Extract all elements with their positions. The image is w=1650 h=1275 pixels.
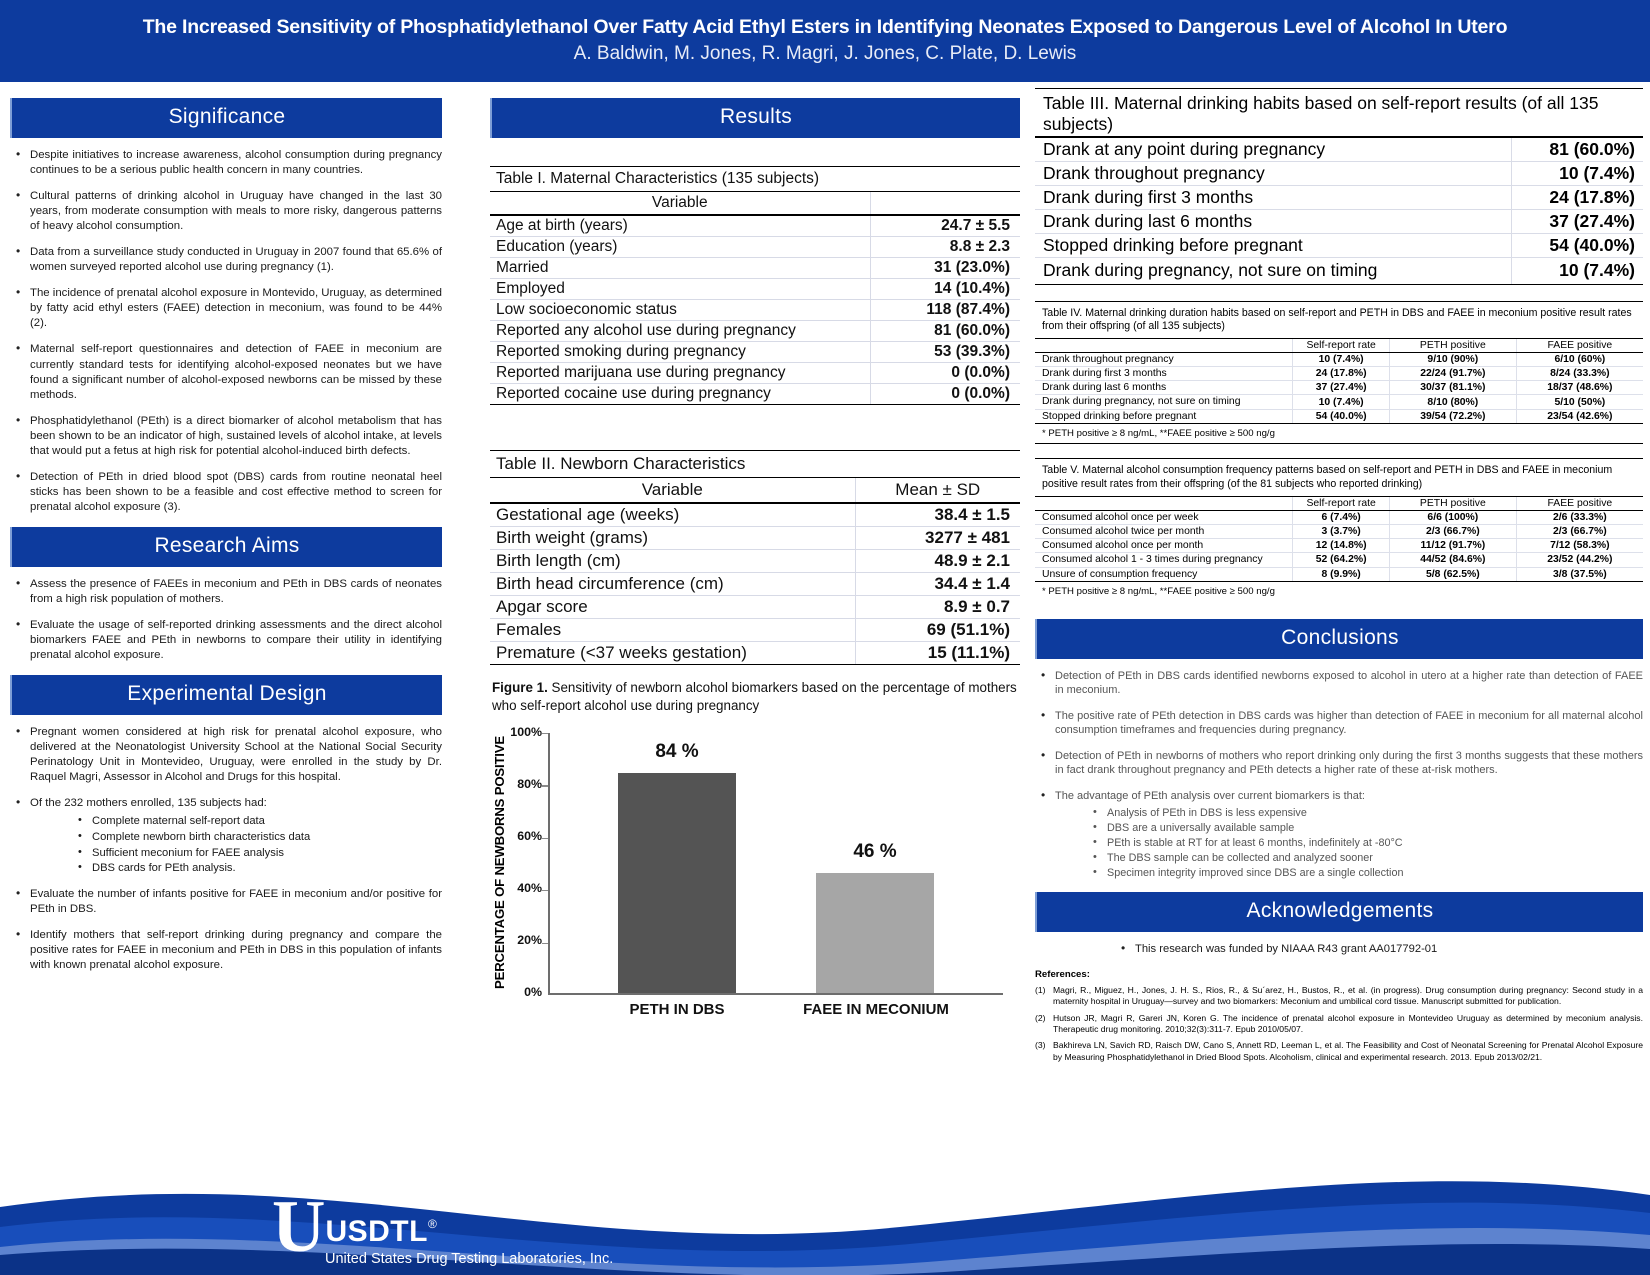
poster-footer (0, 1165, 1650, 1275)
sub-list (30, 814, 442, 875)
table-row (490, 300, 1020, 321)
sub-list (1055, 806, 1643, 880)
table-row (1035, 258, 1643, 284)
y-axis-line (548, 733, 550, 995)
table-caption: Table IV. Maternal drinking duration habits based on self-report and PETH in DBS and FAEE in meconium positive result rates from their offspring (of all 135 subjects) (1035, 301, 1643, 339)
cell: 52 (64.2%) (1293, 552, 1390, 567)
row-label: Reported any alcohol use during pregnancy (490, 321, 870, 342)
reference-item (1035, 985, 1643, 1008)
table-caption: Table II. Newborn Characteristics (490, 451, 1020, 478)
chart-y-axis-label (490, 729, 508, 997)
acknowledgements-list (1035, 942, 1643, 957)
table-row (490, 342, 1020, 363)
row-value: 48.9 ± 2.1 (855, 550, 1020, 573)
cell: 23/54 (42.6%) (1516, 410, 1643, 424)
cell: 30/37 (81.1%) (1389, 381, 1516, 395)
list-item: • This research was funded by NIAAA R43 grant AA017792-01 (1115, 942, 1643, 957)
bar-value-label: 84 % (655, 741, 699, 763)
table-row (490, 503, 1020, 527)
figure-1-chart (490, 724, 1010, 1029)
reference-text: Bakhireva LN, Savich RD, Raisch DW, Cano S, Annett RD, Leeman L, et al. The Feasibility and Cost of Neonatal Screening for Prenatal Alcohol Exposure by Measuring Phosphatidylethanol in Dried Blood Spots. Alcoholism, clinical and experimental research. 2013. Epub 2013/02/21. (1053, 1040, 1643, 1062)
row-label: Drank during last 6 months (1035, 381, 1293, 395)
row-value: 38.4 ± 1.5 (855, 503, 1020, 527)
row-label: Drank during first 3 months (1035, 186, 1511, 210)
table-row (1035, 353, 1643, 367)
row-value: 0 (0.0%) (870, 384, 1020, 405)
table-row (490, 527, 1020, 550)
cell: 10 (7.4%) (1293, 395, 1390, 410)
sub-list-item: • DBS are a universally available sample (1093, 821, 1643, 835)
chart-plot-area (510, 724, 1003, 1018)
table-row (1035, 186, 1643, 210)
section-header-acknowledgements: Acknowledgements (1035, 892, 1643, 932)
row-label: Drank at any point during pregnancy (1035, 137, 1511, 162)
y-tick-label: 80% (517, 776, 542, 791)
cell: 18/37 (48.6%) (1516, 381, 1643, 395)
row-label: Premature (<37 weeks gestation) (490, 642, 855, 665)
column-header (1035, 496, 1293, 510)
cell: 5/10 (50%) (1516, 395, 1643, 410)
table-row (1035, 567, 1643, 581)
row-label: Low socioeconomic status (490, 300, 870, 321)
row-label: Consumed alcohol twice per month (1035, 524, 1293, 538)
list-item: • Maternal self-report questionnaires and detection of FAEE in meconium are currently standard tests for identifying alcohol-exposed neonates but we have found a significant number of alcohol-exposed newborns can be missed by these methods. (10, 342, 442, 402)
author-list: A. Baldwin, M. Jones, R. Magri, J. Jones, C. Plate, D. Lewis (573, 43, 1077, 65)
list-item: • Detection of PEth in dried blood spot (DBS) cards from routine neonatal heel sticks has been shown to be a feasible and cost effective method to screen for prenatal alcohol exposure (3). (10, 470, 442, 515)
list-item-text: The advantage of PEth analysis over current biomarkers is that: (1055, 789, 1365, 802)
figure-caption (492, 679, 1020, 715)
table-row (490, 321, 1020, 342)
row-label: Employed (490, 279, 870, 300)
cell: 6/10 (60%) (1516, 353, 1643, 367)
column-header: Mean ± SD (855, 478, 1020, 504)
column-header-text: Self-report rate (1306, 340, 1376, 352)
list-item: • Detection of PEth in DBS cards identified newborns exposed to alcohol in utero at a higher rate than detection of FAEE in meconium. (1035, 669, 1643, 698)
list-item (10, 796, 442, 875)
sub-list-item: • Sufficient meconium for FAEE analysis (78, 846, 442, 861)
row-label: Drank during first 3 months (1035, 367, 1293, 381)
table-row (490, 237, 1020, 258)
row-value: 37 (27.4%) (1511, 210, 1643, 234)
table-row (1035, 524, 1643, 538)
row-label: Reported cocaine use during pregnancy (490, 384, 870, 405)
registered-mark-icon: ® (427, 1217, 437, 1231)
right-column (1035, 88, 1643, 1063)
row-label: Reported marijuana use during pregnancy (490, 363, 870, 384)
row-label: Gestational age (weeks) (490, 503, 855, 527)
sub-list-item: • PEth is stable at RT for at least 6 months, indefinitely at -80°C (1093, 836, 1643, 850)
row-label: Females (490, 619, 855, 642)
list-item: • The positive rate of PEth detection in DBS cards was higher than detection of FAEE in meconium for all maternal alcohol consumption timeframes and frequencies during pregnancy. (1035, 709, 1643, 738)
page-title: The Increased Sensitivity of Phosphatidylethanol Over Fatty Acid Ethyl Esters in Identifying Neonates Exposed to Dangerous Level of Alcohol In Utero (142, 15, 1508, 38)
column-header: Variable (490, 192, 870, 216)
row-label: Consumed alcohol once per month (1035, 538, 1293, 552)
row-value: 3277 ± 481 (855, 527, 1020, 550)
row-value: 15 (11.1%) (855, 642, 1020, 665)
row-label: Birth weight (grams) (490, 527, 855, 550)
cell: 10 (7.4%) (1293, 353, 1390, 367)
row-value: 53 (39.3%) (870, 342, 1020, 363)
cell: 54 (40.0%) (1293, 410, 1390, 424)
row-value: 34.4 ± 1.4 (855, 573, 1020, 596)
table-row (1035, 538, 1643, 552)
row-value: 8.8 ± 2.3 (870, 237, 1020, 258)
row-value: 14 (10.4%) (870, 279, 1020, 300)
section-header-significance: Significance (10, 98, 442, 138)
cell: 11/12 (91.7%) (1389, 538, 1516, 552)
row-label: Birth length (cm) (490, 550, 855, 573)
row-label: Stopped drinking before pregnant (1035, 234, 1511, 258)
cell: 3/8 (37.5%) (1516, 567, 1643, 581)
cell: 12 (14.8%) (1293, 538, 1390, 552)
experimental-design-list (10, 725, 442, 973)
table-row (490, 215, 1020, 237)
table-footnote: * PETH positive ≥ 8 ng/mL, **FAEE positive ≥ 500 ng/g (1042, 585, 1275, 597)
reference-number: (3) (1035, 1040, 1046, 1051)
cell: 37 (27.4%) (1293, 381, 1390, 395)
table-newborn-characteristics (490, 450, 1020, 665)
row-label: Apgar score (490, 596, 855, 619)
row-label: Drank throughout pregnancy (1035, 162, 1511, 186)
row-label: Age at birth (years) (490, 215, 870, 237)
cell: 8 (9.9%) (1293, 567, 1390, 581)
table-row (1035, 234, 1643, 258)
research-aims-list (10, 577, 442, 663)
table-caption: Table I. Maternal Characteristics (135 subjects) (490, 167, 1020, 192)
cell: 6/6 (100%) (1389, 510, 1516, 524)
table-row (1035, 210, 1643, 234)
table-row (490, 363, 1020, 384)
row-value: 10 (7.4%) (1511, 258, 1643, 284)
column-header: PETH positive (1389, 339, 1516, 353)
cell: 44/52 (84.6%) (1389, 552, 1516, 567)
row-label: Married (490, 258, 870, 279)
sub-list-item: • Specimen integrity improved since DBS are a single collection (1093, 866, 1643, 880)
column-header (1035, 339, 1293, 353)
list-item: • The incidence of prenatal alcohol exposure in Montevido, Uruguay, as determined by fatty acid ethyl esters (FAEE) detection in meconium, was found to be 44% (2). (10, 286, 442, 331)
row-label: Consumed alcohol 1 - 3 times during pregnancy (1035, 552, 1293, 567)
table-consumption-frequency (1035, 458, 1643, 600)
logo-letter-u: U (272, 1185, 326, 1268)
reference-item (1035, 1040, 1643, 1063)
y-tick-label: 20% (517, 932, 542, 947)
cell: 2/3 (66.7%) (1389, 524, 1516, 538)
column-header: Self-report rate (1293, 496, 1390, 510)
x-tick-label: FAEE IN MECONIUM (803, 1000, 949, 1018)
cell: 39/54 (72.2%) (1389, 410, 1516, 424)
table-row (490, 596, 1020, 619)
section-header-results: Results (490, 98, 1020, 138)
list-item (1035, 789, 1643, 881)
row-value: 24.7 ± 5.5 (870, 215, 1020, 237)
footer-wave-graphic (0, 1165, 1650, 1275)
row-label: Birth head circumference (cm) (490, 573, 855, 596)
row-label: Reported smoking during pregnancy (490, 342, 870, 363)
figure-label: Figure 1. (492, 680, 548, 695)
cell: 3 (3.7%) (1293, 524, 1390, 538)
table-row (490, 384, 1020, 405)
row-label: Drank during last 6 months (1035, 210, 1511, 234)
cell: 8/10 (80%) (1389, 395, 1516, 410)
list-item: • Evaluate the number of infants positive for FAEE in meconium and/or positive for PEth in DBS. (10, 887, 442, 917)
row-label: Stopped drinking before pregnant (1035, 410, 1293, 424)
usdtl-logo (272, 1185, 437, 1268)
column-header: PETH positive (1389, 496, 1516, 510)
column-header (870, 192, 1020, 216)
cell: 7/12 (58.3%) (1516, 538, 1643, 552)
cell: 23/52 (44.2%) (1516, 552, 1643, 567)
logo-wordmark: USDTL (325, 1215, 428, 1248)
row-value: 0 (0.0%) (870, 363, 1020, 384)
figure-caption-text: Sensitivity of newborn alcohol biomarkers based on the percentage of mothers who self-report alcohol use during pregnancy (492, 680, 1017, 713)
column-header (1293, 339, 1390, 353)
table-caption: Table V. Maternal alcohol consumption frequency patterns based on self-report and PETH in DBS and FAEE in meconium positive result rates from their offspring (of the 81 subjects who reported drinking) (1035, 459, 1643, 497)
cell: 2/3 (66.7%) (1516, 524, 1643, 538)
row-value: 54 (40.0%) (1511, 234, 1643, 258)
x-tick-label: PETH IN DBS (629, 1000, 725, 1018)
table-row (1035, 410, 1643, 424)
y-tick-label: 100% (510, 724, 542, 739)
row-value: 81 (60.0%) (870, 321, 1020, 342)
table-row (1035, 552, 1643, 567)
section-header-experimental-design: Experimental Design (10, 675, 442, 715)
reference-number: (1) (1035, 985, 1046, 996)
row-label: Drank throughout pregnancy (1035, 353, 1293, 367)
reference-text: Hutson JR, Magri R, Gareri JN, Koren G. The incidence of prenatal alcohol exposure in Montevideo Uruguay as determined by meconium analysis. Therapeutic drug monitoring. 2010;32(3):311-7. Epub 2010/05/07. (1053, 1012, 1643, 1035)
list-item-text: Of the 232 mothers enrolled, 135 subjects had: (30, 797, 267, 810)
table-footnote: * PETH positive ≥ 8 ng/mL, **FAEE positive ≥ 500 ng/g (1035, 424, 1643, 444)
table-row (1035, 367, 1643, 381)
references-title: References: (1035, 969, 1090, 981)
cell: 22/24 (91.7%) (1389, 367, 1516, 381)
row-label: Unsure of consumption frequency (1035, 567, 1293, 581)
row-value: 69 (51.1%) (855, 619, 1020, 642)
reference-item (1035, 1013, 1643, 1036)
bar-peth-in-dbs (618, 741, 736, 993)
y-axis-label-text: PERCENTAGE OF NEWBORNS POSITIVE (491, 736, 507, 990)
sub-list-item: • Analysis of PEth in DBS is less expensive (1093, 806, 1643, 820)
table-row (1035, 395, 1643, 410)
list-item: • Pregnant women considered at high risk for prenatal alcohol exposure, who delivered at the Neonatologist University School at the National Social Security Perinatology Unit in Montevideo, Uruguay, were enrolled in the study by Dr. Raquel Magri, Assessor in Alcohol and Drugs for this hospital. (10, 725, 442, 785)
column-header: FAEE positive (1516, 496, 1643, 510)
row-label: Education (years) (490, 237, 870, 258)
table-row (1035, 510, 1643, 524)
row-label: Drank during pregnancy, not sure on timing (1035, 395, 1293, 410)
list-item: • Cultural patterns of drinking alcohol in Uruguay have changed in the last 30 years, from moderate consumption with meals to more risky, dangerous patterns of heavy alcohol consumption. (10, 189, 442, 234)
conclusions-list (1035, 669, 1643, 881)
table-row (1035, 137, 1643, 162)
table-caption: Table III. Maternal drinking habits based on self-report results (of all 135 subjects) (1035, 89, 1643, 138)
row-value: 81 (60.0%) (1511, 137, 1643, 162)
row-value: 118 (87.4%) (870, 300, 1020, 321)
cell: 24 (17.8%) (1293, 367, 1390, 381)
left-column (10, 98, 442, 985)
row-value: 8.9 ± 0.7 (855, 596, 1020, 619)
table-drinking-duration-habits (1035, 301, 1643, 444)
list-item: • Phosphatidylethanol (PEth) is a direct biomarker of alcohol metabolism that has been shown to be an indicator of high, sustained levels of alcohol intake, at levels that would put a fetus at high risk for potential alcohol-induced birth defects. (10, 414, 442, 459)
table-row (490, 279, 1020, 300)
list-item: • Assess the presence of FAEEs in meconium and PEth in DBS cards of neonates from a high risk population of mothers. (10, 577, 442, 607)
middle-column (490, 98, 1020, 1029)
table-maternal-drinking-habits (1035, 88, 1643, 285)
table-row (1035, 381, 1643, 395)
section-header-conclusions: Conclusions (1035, 619, 1643, 659)
poster-header (0, 0, 1650, 82)
row-value: 10 (7.4%) (1511, 162, 1643, 186)
column-header: FAEE positive (1516, 339, 1643, 353)
reference-text: Magri, R., Miguez, H., Jones, J. H. S., Rios, R., & Su´arez, H., Bustos, R., et al. (in progress). Drug consumption during pregnancy: Second study in a maternity hospital in Uruguay—survey and two biomarkers: Meconium and umbilical cord tissue. Manuscript submitted for publication. (1053, 985, 1643, 1007)
list-item: • Despite initiatives to increase awareness, alcohol consumption during pregnancy continues to be a serious public health concern in many countries. (10, 148, 442, 178)
significance-list (10, 148, 442, 515)
table-row (490, 258, 1020, 279)
row-value: 31 (23.0%) (870, 258, 1020, 279)
section-header-research-aims: Research Aims (10, 527, 442, 567)
reference-number: (2) (1035, 1012, 1046, 1023)
y-tick-label: 40% (517, 880, 542, 895)
sub-list-item: • Complete newborn birth characteristics data (78, 830, 442, 845)
table-row (490, 642, 1020, 665)
bar-value-label: 46 % (853, 841, 897, 863)
cell: 6 (7.4%) (1293, 510, 1390, 524)
table-row (1035, 162, 1643, 186)
y-tick-label: 0% (524, 984, 542, 999)
sub-list-item: • DBS cards for PEth analysis. (78, 861, 442, 876)
column-header: Variable (490, 478, 855, 504)
sub-list-item: • Complete maternal self-report data (78, 814, 442, 829)
list-item: • Data from a surveillance study conducted in Uruguay in 2007 found that 65.6% of women surveyed reported alcohol use during pregnancy (1). (10, 245, 442, 275)
bar-faee-in-meconium (816, 841, 934, 993)
table-maternal-characteristics (490, 166, 1020, 405)
cell: 9/10 (90%) (1389, 353, 1516, 367)
list-item: • Identify mothers that self-report drinking during pregnancy and compare the positive rates for FAEE in meconium and PEth in DBS in this population of infants with known prenatal alcohol exposure. (10, 928, 442, 973)
table-row (490, 573, 1020, 596)
logo-subtitle: United States Drug Testing Laboratories, Inc. (325, 1251, 614, 1267)
list-item: • Detection of PEth in newborns of mothers who report drinking only during the first 3 months suggests that these mothers in fact drank throughout pregnancy and PEth detects a higher rate of these at-risk mothers. (1035, 749, 1643, 778)
row-value: 24 (17.8%) (1511, 186, 1643, 210)
table-row (490, 619, 1020, 642)
table-row (490, 550, 1020, 573)
row-label: Drank during pregnancy, not sure on timing (1035, 258, 1511, 284)
sub-list-item: • The DBS sample can be collected and analyzed sooner (1093, 851, 1643, 865)
row-label: Consumed alcohol once per week (1035, 510, 1293, 524)
cell: 2/6 (33.3%) (1516, 510, 1643, 524)
x-axis-line (548, 993, 1003, 995)
list-item: • Evaluate the usage of self-reported drinking assessments and the direct alcohol biomarkers FAEE and PEth in newborns to compare their utility in identifying prenatal alcohol exposure. (10, 618, 442, 663)
cell: 8/24 (33.3%) (1516, 367, 1643, 381)
y-tick-label: 60% (517, 828, 542, 843)
cell: 5/8 (62.5%) (1389, 567, 1516, 581)
